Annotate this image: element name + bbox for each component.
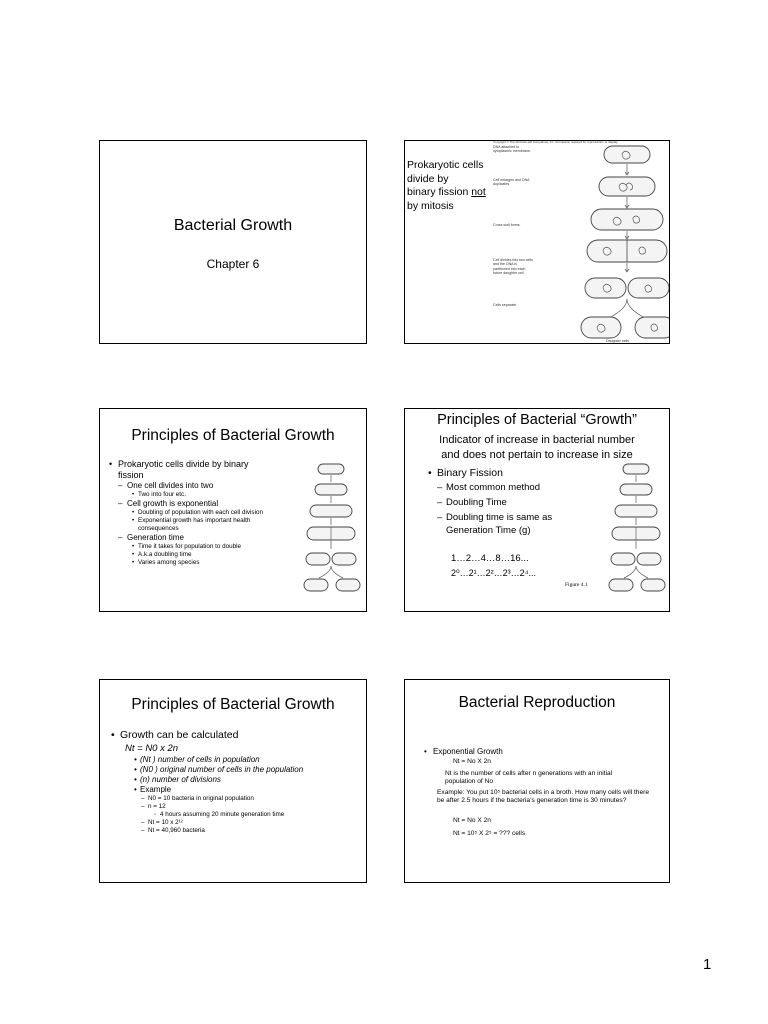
- doubling-sequence: 1…2…4…8…16...: [451, 553, 529, 564]
- slide-text: Prokaryotic cells divide by binary fission not by mitosis: [407, 159, 486, 212]
- formula: Nt = No X 2n: [453, 758, 491, 765]
- list-item: • Doubling of population with each cell division: [106, 509, 274, 517]
- list-item: – n = 12: [108, 803, 363, 811]
- list-item: – Most common method: [425, 481, 585, 494]
- formula-result: Nt = 10⁵ X 2⁵ = ??? cells: [453, 830, 526, 837]
- list-item: • Two into four etc.: [106, 491, 274, 499]
- list-item: • Exponential growth has important health consequences: [106, 517, 274, 533]
- list-item: – Nt = 40,960 bacteria: [108, 827, 363, 835]
- formula: Nt = No X 2n: [453, 817, 491, 824]
- slide-3: [99, 408, 367, 612]
- list-item: • A.k.a doubling time: [106, 551, 274, 559]
- example-text: Example: You put 10⁵ bacterial cells in a broth. How many cells will there be after 2.5 hours if the bacteria’s generation time is 30 minutes?: [437, 789, 650, 804]
- slide-title: Principles of Bacterial “Growth”: [437, 412, 637, 428]
- page-number: 1: [703, 956, 712, 973]
- list-item: • Prokaryotic cells divide by binary fission: [106, 459, 274, 481]
- binary-fission-diagram: [585, 461, 670, 601]
- binary-fission-diagram: Copyright © The McGraw-Hill Companies, Inc. Permission required for reproduction or display. DNA attached to cytoplasmic membrane. Cell enlarges and DNA duplicates. Cross wall forms. Cell divides into two cells and the DNA is partitioned into each future daughter cell. Cells separate. Daughter cells: [491, 141, 670, 344]
- slide-title: Principles of Bacterial Growth: [131, 427, 335, 444]
- slide-1: [99, 140, 367, 344]
- slide-title: Bacterial Reproduction: [458, 694, 616, 711]
- list-item: – N0 = 10 bacteria in original population: [108, 795, 363, 803]
- bullet-list: [421, 746, 661, 757]
- list-item: • Varies among species: [106, 559, 274, 567]
- slide-title: Bacterial Growth: [173, 217, 293, 234]
- list-item: ◦ 4 hours assuming 20 minute generation time: [108, 811, 363, 819]
- fission-stages-graphic: [491, 141, 670, 344]
- list-item: – Cell growth is exponential: [106, 499, 274, 509]
- list-item: • Time it takes for population to double: [106, 543, 274, 551]
- list-item: – Nt = 10 x 2¹²: [108, 819, 363, 827]
- slide-2: [404, 140, 670, 344]
- bullet-list: [108, 728, 363, 835]
- list-item: – Generation time: [106, 533, 274, 543]
- list-item: • (n) number of divisions: [108, 775, 363, 785]
- slide-5: [99, 679, 367, 883]
- slide-subtitle: Indicator of increase in bacterial number and does not pertain to increase in size: [439, 434, 635, 461]
- list-item: – One cell divides into two: [106, 481, 274, 491]
- formula-description: Nt is the number of cells after n generations with an initial population of No: [445, 770, 613, 785]
- slide-title: Principles of Bacterial Growth: [131, 696, 335, 713]
- power-sequence: 2⁰…2¹…2²…2³…2⁴...: [451, 568, 536, 578]
- slide-subtitle: Chapter 6: [206, 257, 260, 271]
- bullet-list: [106, 459, 274, 567]
- list-item: • Growth can be calculated: [108, 728, 363, 742]
- list-item: • (N0 ) original number of cells in the population: [108, 765, 363, 775]
- list-item: • Example: [108, 785, 363, 795]
- binary-fission-diagram: [280, 461, 366, 601]
- list-item: • Binary Fission: [425, 466, 585, 481]
- list-item: – Doubling time is same as Generation Time (g): [425, 511, 585, 537]
- figure-label: Figure 4.1: [565, 582, 588, 588]
- slide-6: [404, 679, 670, 883]
- list-item: – Doubling Time: [425, 496, 585, 509]
- slide-4: [404, 408, 670, 612]
- bullet-list: [425, 466, 585, 537]
- formula: Nt = N0 x 2n: [125, 743, 179, 754]
- list-item: • Exponential Growth: [421, 746, 661, 757]
- list-item: • (Nt ) number of cells in population: [108, 755, 363, 765]
